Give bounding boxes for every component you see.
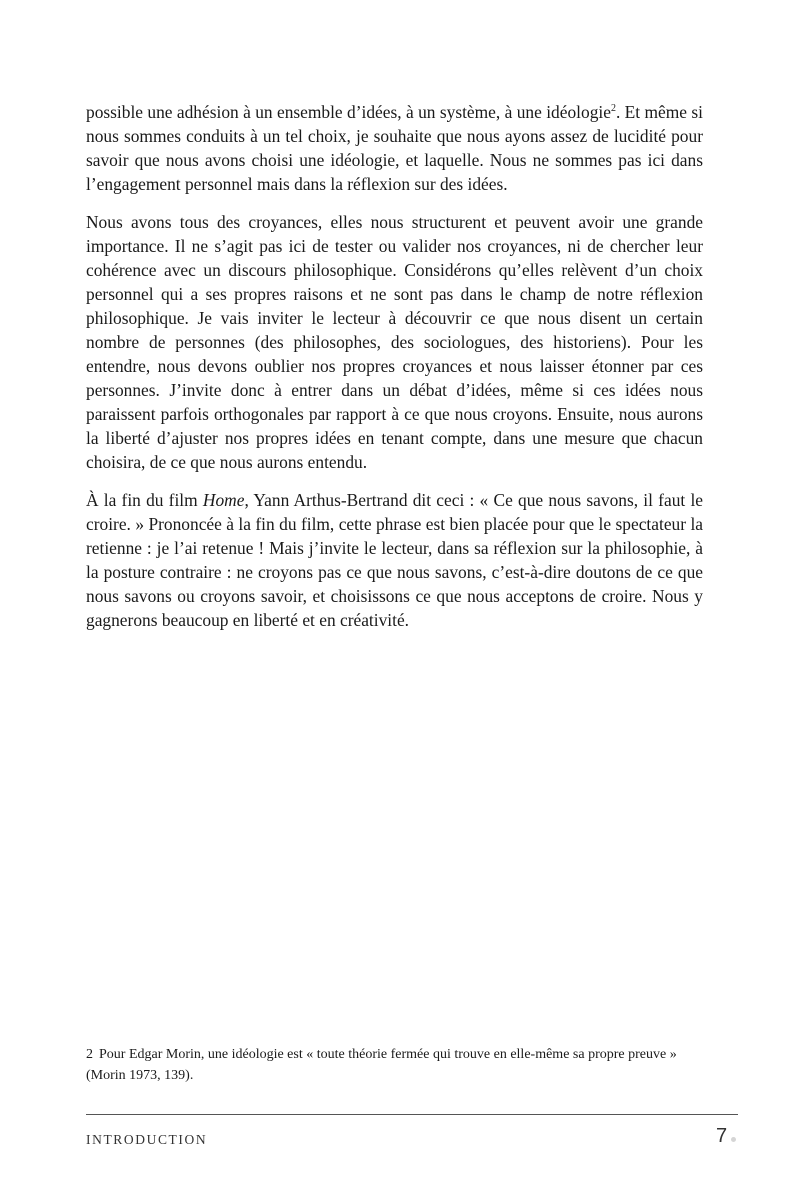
footnote-number: 2 [86, 1047, 93, 1062]
page-number: 7 [716, 1125, 728, 1147]
paragraph-3 [86, 488, 703, 632]
footnote-text: Pour Edgar Morin, une idéologie est « toute théorie fermée qui trouve en elle-même sa propre preuve » (Morin 1973, 139). [86, 1047, 677, 1083]
paragraph-1 [86, 100, 703, 196]
paragraph-1-end: . Et même si nous sommes conduits à un tel choix, je souhaite que nous ayons assez de lucidité pour savoir que nous avons choisi une idéologie, et laquelle. Nous ne sommes pas ici dans l’engagement personnel mais dans la réflexion sur des idées. [86, 102, 704, 194]
page-marker-dot [731, 1137, 736, 1142]
footnote-2 [86, 1044, 703, 1086]
footnote-reference-2[interactable]: 2 [610, 103, 616, 115]
paragraph-2: Nous avons tous des croyances, elles nous structurent et peuvent avoir une grande importance. Il ne s’agit pas ici de tester ou valider nos croyances, ni de chercher leur cohérence avec un discours philosophique. Considérons qu’elles relèvent d’un choix personnel qui a ses propres raisons et ne sont pas dans le champ de notre réflexion philosophique. Je vais inviter le lecteur à découvrir ce que nous disent un certain nombre de personnes (des philosophes, des sociologues, des historiens). Pour les entendre, nous devons oublier nos propres croyances et nous laisser étonner par ces personnes. J’invite donc à entrer dans un débat d’idées, même si ces idées nous paraissent parfois orthogonales par rapport à ce que nous croyons. Ensuite, nous aurons la liberté d’ajuster nos propres idées en tenant compte, dans une mesure que chacun choisira, de ce que nous aurons entendu. [86, 212, 703, 472]
main-text [86, 100, 703, 646]
film-title: Home [202, 490, 245, 510]
running-head: INTRODUCTION [86, 1132, 208, 1147]
paragraph-1-start: possible une adhésion à un ensemble d’idées, à un système, à une idéologie [86, 102, 611, 122]
paragraph-3-start: À la fin du film [86, 490, 203, 510]
paragraph-3-end: , Yann Arthus-Bertrand dit ceci : « Ce que nous savons, il faut le croire. » Prononcée à la fin du film, cette phrase est bien placée pour que le spectateur la retienne : je l’ai retenue ! Mais j’invite le lecteur, dans sa réflexion sur la philosophie, à la posture contraire : ne croyons pas ce que nous savons, c’est-à-dire doutons de ce que nous savons ou croyons savoir, et choisissons ce que nous acceptons de croire. Nous y gagnerons beaucoup en liberté et en créativité. [86, 490, 703, 630]
footer-divider [86, 1114, 738, 1115]
